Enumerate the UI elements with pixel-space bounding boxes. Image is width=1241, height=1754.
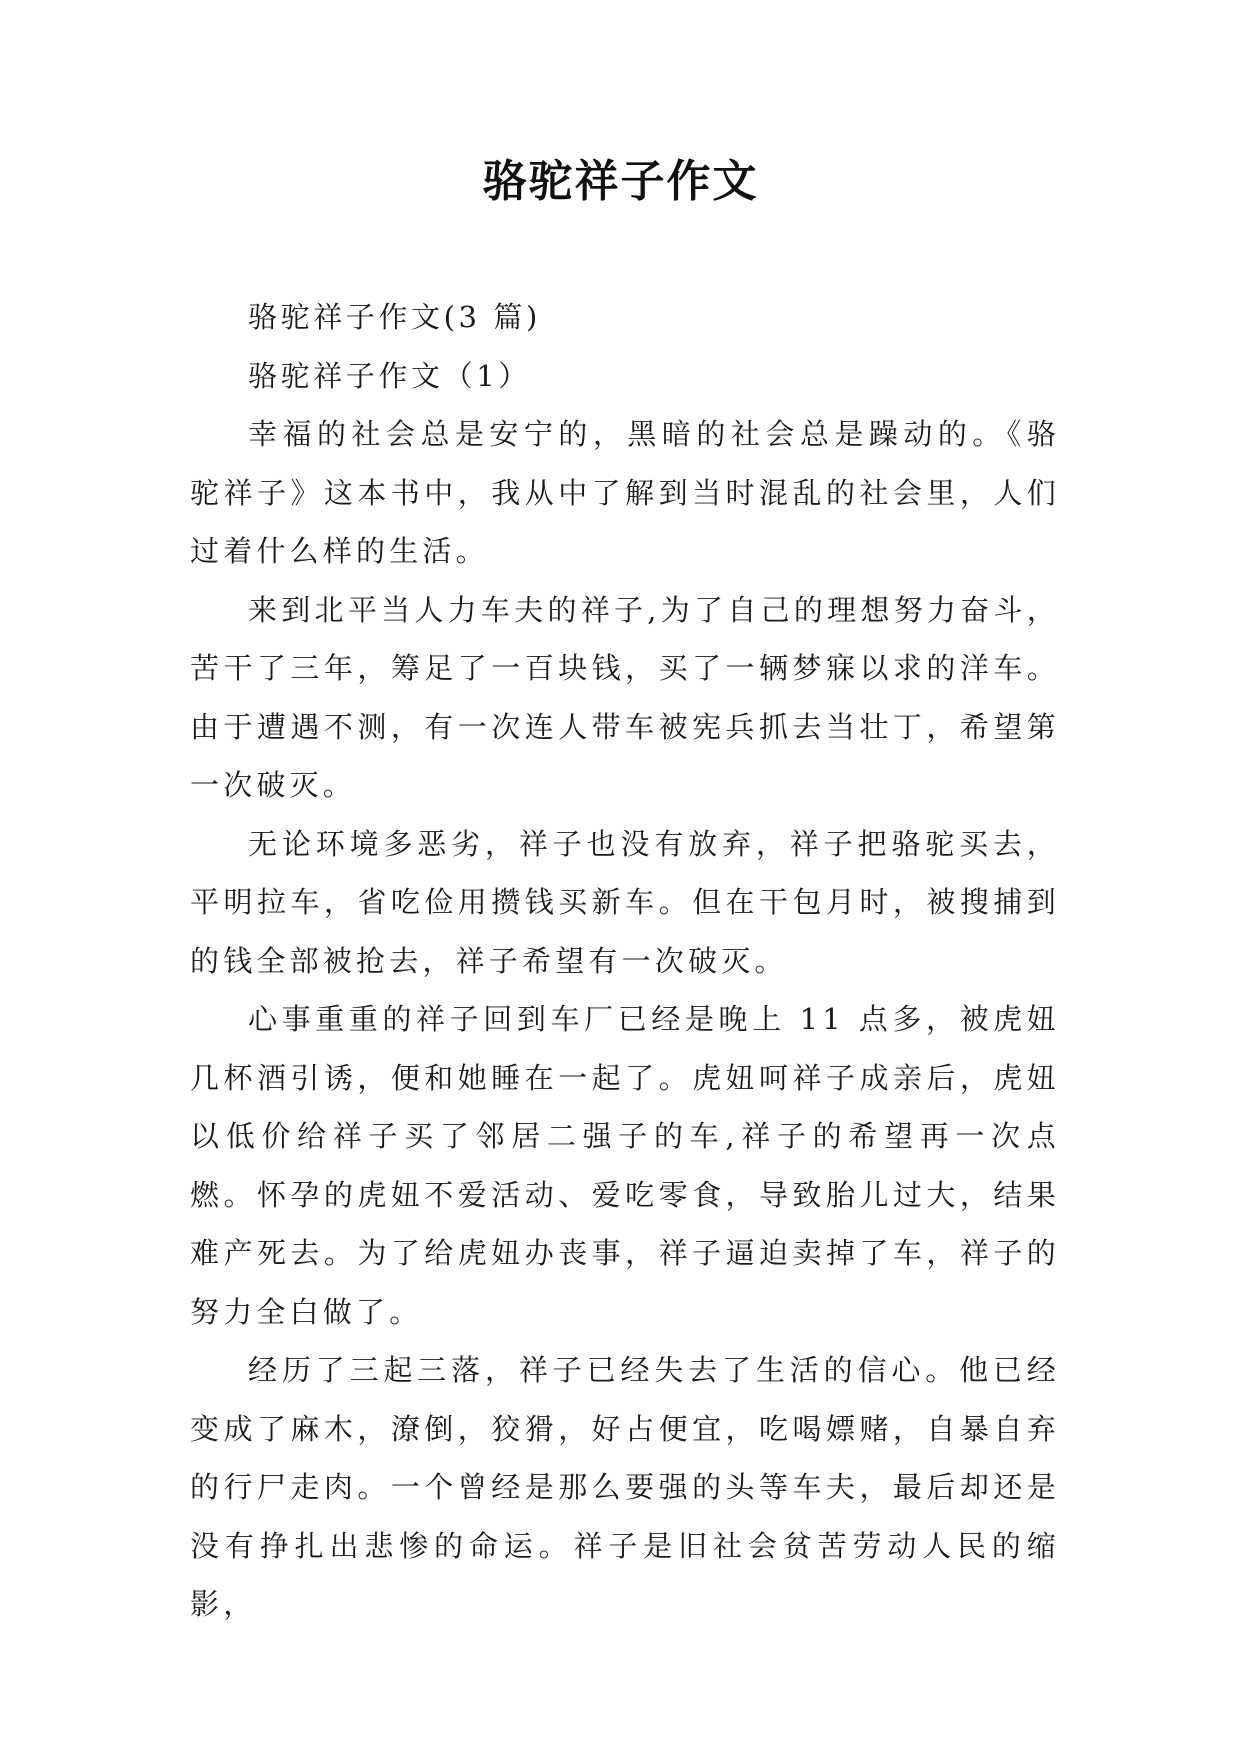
paragraph: 来到北平当人力车夫的祥子,为了自己的理想努力奋斗，苦干了三年，筹足了一百块钱，买了一辆梦寐以求的洋车。由于遭遇不测，有一次连人带车被宪兵抓去当壮丁，希望第一次破灭。 [190,592,1060,802]
document-body [190,288,1060,1634]
paragraph: 无论环境多恶劣，祥子也没有放弃，祥子把骆驼买去，平明拉车，省吃俭用攒钱买新车。但在干包月时，被搜捕到的钱全部被抢去，祥子希望有一次破灭。 [190,826,1060,978]
paragraph-collection-heading: 骆驼祥子作文(3 篇) [248,300,541,334]
paragraph: 经历了三起三落，祥子已经失去了生活的信心。他已经变成了麻木，潦倒，狡猾，好占便宜，吃喝嫖赌，自暴自弃的行尸走肉。一个曾经是那么要强的头等车夫，最后却还是没有挣扎出悲惨的命运。祥子是旧社会贫苦劳动人民的缩影， [190,1353,1060,1621]
paragraph: 幸福的社会总是安宁的，黑暗的社会总是躁动的。《骆驼祥子》这本书中，我从中了解到当时混乱的社会里，人们过着什么样的生活。 [190,417,1060,568]
paragraph: 心事重重的祥子回到车厂已经是晚上 11 点多，被虎妞几杯酒引诱，便和她睡在一起了。虎妞呵祥子成亲后，虎妞以低价给祥子买了邻居二强子的车,祥子的希望再一次点燃。怀孕的虎妞不爱活动、爱吃零食，导致胎儿过大，结果难产死去。为了给虎妞办丧事，祥子逼迫卖掉了车，祥子的努力全白做了。 [190,1002,1060,1329]
document-title: 骆驼祥子作文 [482,156,759,207]
paragraph-essay-heading: 骆驼祥子作文（1） [248,358,531,393]
